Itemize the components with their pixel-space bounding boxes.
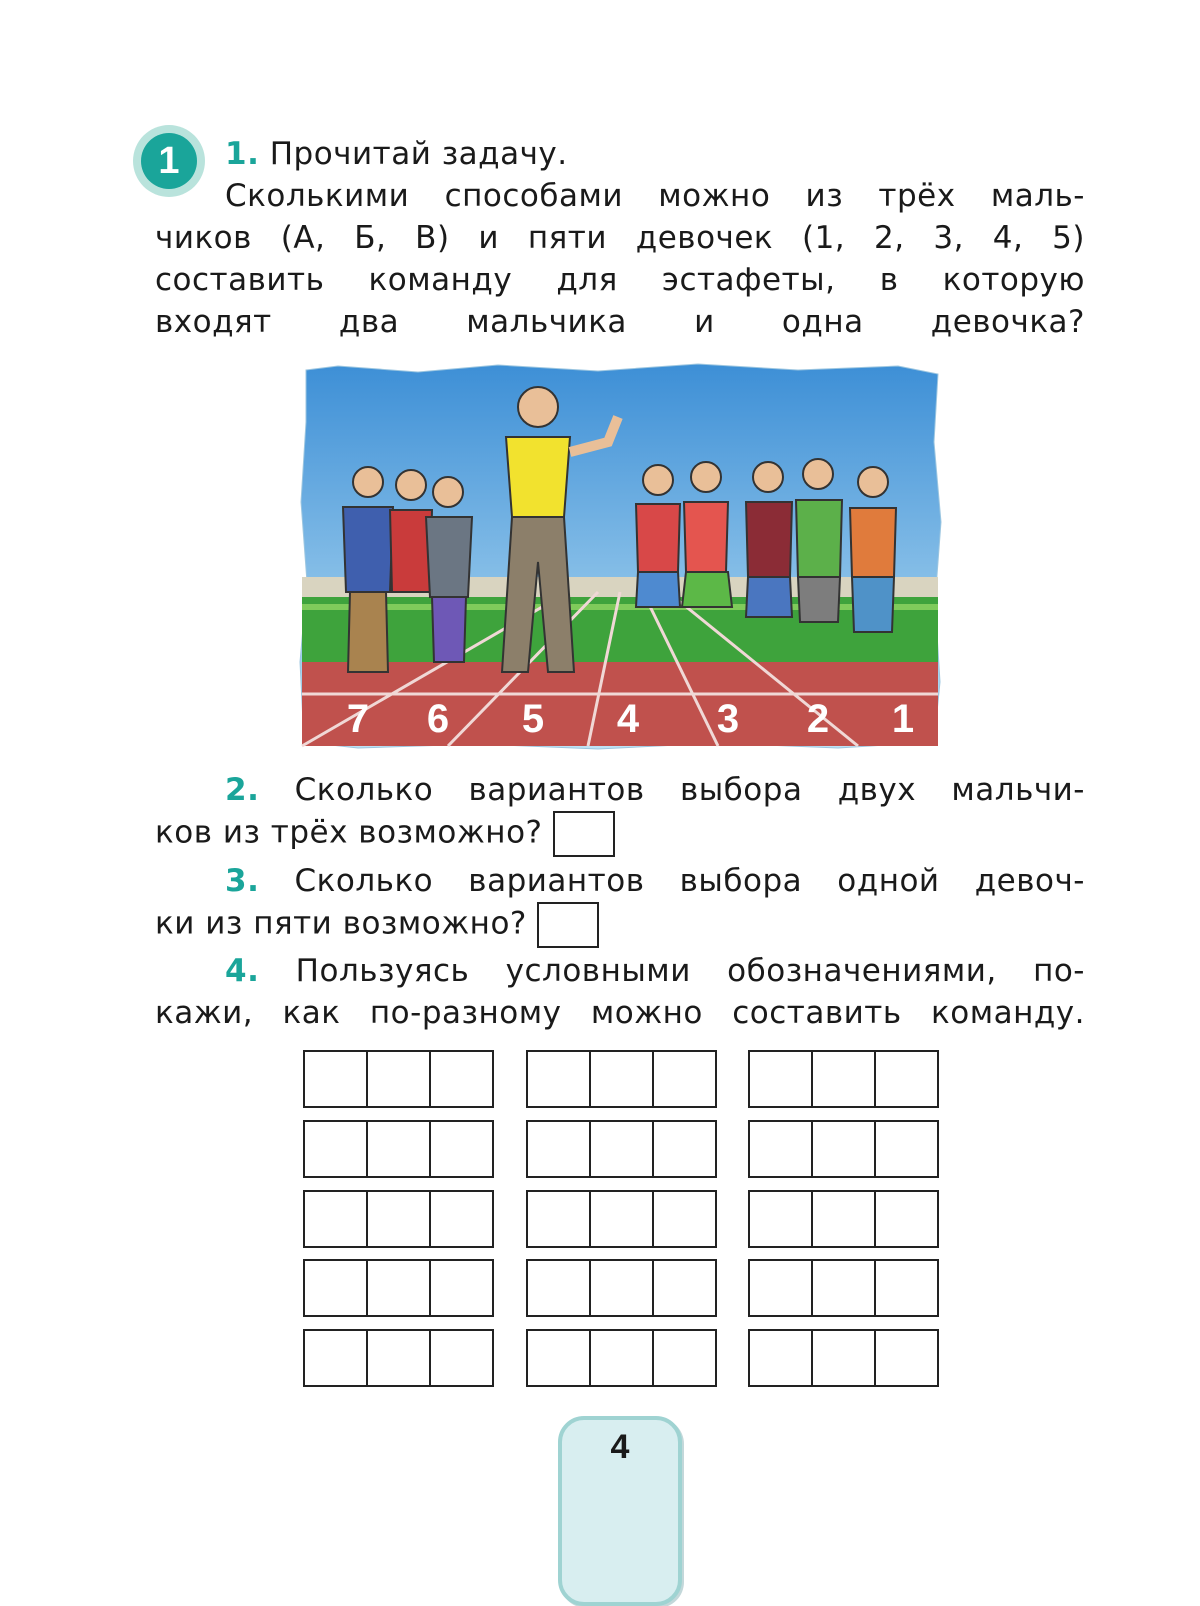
task-1-line-3: составить команду для эстафеты, в которую [155,262,1085,298]
task-2-text-2: ков из трёх возможно? [155,814,543,851]
answer-group [748,1120,939,1178]
answer-cell[interactable] [305,1192,368,1246]
answer-cell[interactable] [528,1122,591,1176]
task-3-answer-box[interactable] [537,902,599,948]
answer-cell[interactable] [654,1122,715,1176]
task-4-text-1: Пользуясь условными обозначениями, по- [295,953,1085,989]
task-1 [155,133,1085,343]
answer-cell[interactable] [813,1261,876,1315]
answer-cell[interactable] [528,1331,591,1385]
task-1-line-4: входят два мальчика и одна девочка? [155,304,1085,340]
answer-group [303,1329,494,1387]
task-2-answer-box[interactable] [553,811,615,857]
relay-team-illustration [298,362,943,750]
task-3-text-2: ки из пяти возможно? [155,905,527,942]
answer-cell[interactable] [528,1192,591,1246]
task-4-number: 4. [225,953,260,989]
answer-cell[interactable] [368,1192,431,1246]
answer-group [526,1120,717,1178]
answer-cell[interactable] [368,1122,431,1176]
answer-cell[interactable] [431,1122,492,1176]
task-1-number: 1. [225,136,260,172]
answer-cell[interactable] [750,1122,813,1176]
task-2 [155,769,1085,857]
task-2-text-1: Сколько вариантов выбора двух мальчи- [294,772,1085,808]
exercise-number: 1 [141,133,197,189]
task-2-number: 2. [225,772,260,808]
page-number-tab [558,1416,682,1606]
answer-group [526,1329,717,1387]
answer-cell[interactable] [813,1192,876,1246]
answer-cell[interactable] [654,1192,715,1246]
answer-cell[interactable] [305,1122,368,1176]
answer-cell[interactable] [750,1331,813,1385]
task-3-number: 3. [225,863,260,899]
track-number-7: 7 [346,697,370,741]
answer-group [748,1329,939,1387]
track-number-2: 2 [806,697,830,741]
answer-cell[interactable] [813,1331,876,1385]
answer-cell[interactable] [431,1052,492,1106]
answer-cell[interactable] [528,1052,591,1106]
answer-group [303,1259,494,1317]
task-3-text-1: Сколько вариантов выбора одной девоч- [294,863,1085,899]
answer-cell[interactable] [431,1192,492,1246]
answer-cell[interactable] [750,1192,813,1246]
answer-cell[interactable] [305,1331,368,1385]
task-2-line-1 [155,769,1085,811]
answer-cell[interactable] [305,1052,368,1106]
answer-cell[interactable] [876,1192,937,1246]
track-number-3: 3 [716,697,740,741]
answer-cell[interactable] [876,1331,937,1385]
answer-group [526,1259,717,1317]
answer-cell[interactable] [654,1331,715,1385]
task-1-line-1: Сколькими способами можно из трёх маль- [225,178,1085,214]
task-3-line-1 [155,860,1085,902]
answer-cell[interactable] [431,1331,492,1385]
answer-group [526,1050,717,1108]
task-3-line-2 [155,902,1085,948]
task-3 [155,860,1085,948]
answer-group [303,1120,494,1178]
track-number-1: 1 [891,697,915,741]
answer-group [526,1190,717,1248]
answer-cell[interactable] [591,1192,654,1246]
track-number-5: 5 [521,697,545,741]
answer-cell[interactable] [591,1122,654,1176]
answer-group [748,1050,939,1108]
answer-cell[interactable] [591,1331,654,1385]
page-number: 4 [610,1428,630,1466]
answer-cell[interactable] [654,1261,715,1315]
answer-cell[interactable] [813,1052,876,1106]
answer-group [303,1190,494,1248]
answer-cell[interactable] [431,1261,492,1315]
track-number-4: 4 [616,697,640,741]
answer-cell[interactable] [654,1052,715,1106]
task-1-title: Прочитай задачу. [269,136,568,172]
answer-cell[interactable] [528,1261,591,1315]
track-number-6: 6 [426,697,450,741]
answer-cell[interactable] [750,1261,813,1315]
answer-cell[interactable] [305,1261,368,1315]
answer-cell[interactable] [591,1261,654,1315]
answer-cell[interactable] [368,1331,431,1385]
answer-cell[interactable] [876,1122,937,1176]
task-2-line-2 [155,811,1085,857]
task-1-heading [155,133,1085,175]
task-4-line-1 [155,950,1085,992]
answer-cell[interactable] [368,1052,431,1106]
answer-cell[interactable] [591,1052,654,1106]
answer-group [748,1190,939,1248]
answer-group [748,1259,939,1317]
answer-cell[interactable] [876,1052,937,1106]
answer-cell[interactable] [876,1261,937,1315]
task-4-line-2: кажи, как по-разному можно составить команду. [155,995,1085,1031]
task-1-line-2: чиков (А, Б, В) и пяти девочек (1, 2, 3, 4, 5) [155,220,1085,256]
answer-group [303,1050,494,1108]
answer-cell[interactable] [813,1122,876,1176]
task-4 [155,950,1085,1034]
answer-cell[interactable] [750,1052,813,1106]
answer-cell[interactable] [368,1261,431,1315]
